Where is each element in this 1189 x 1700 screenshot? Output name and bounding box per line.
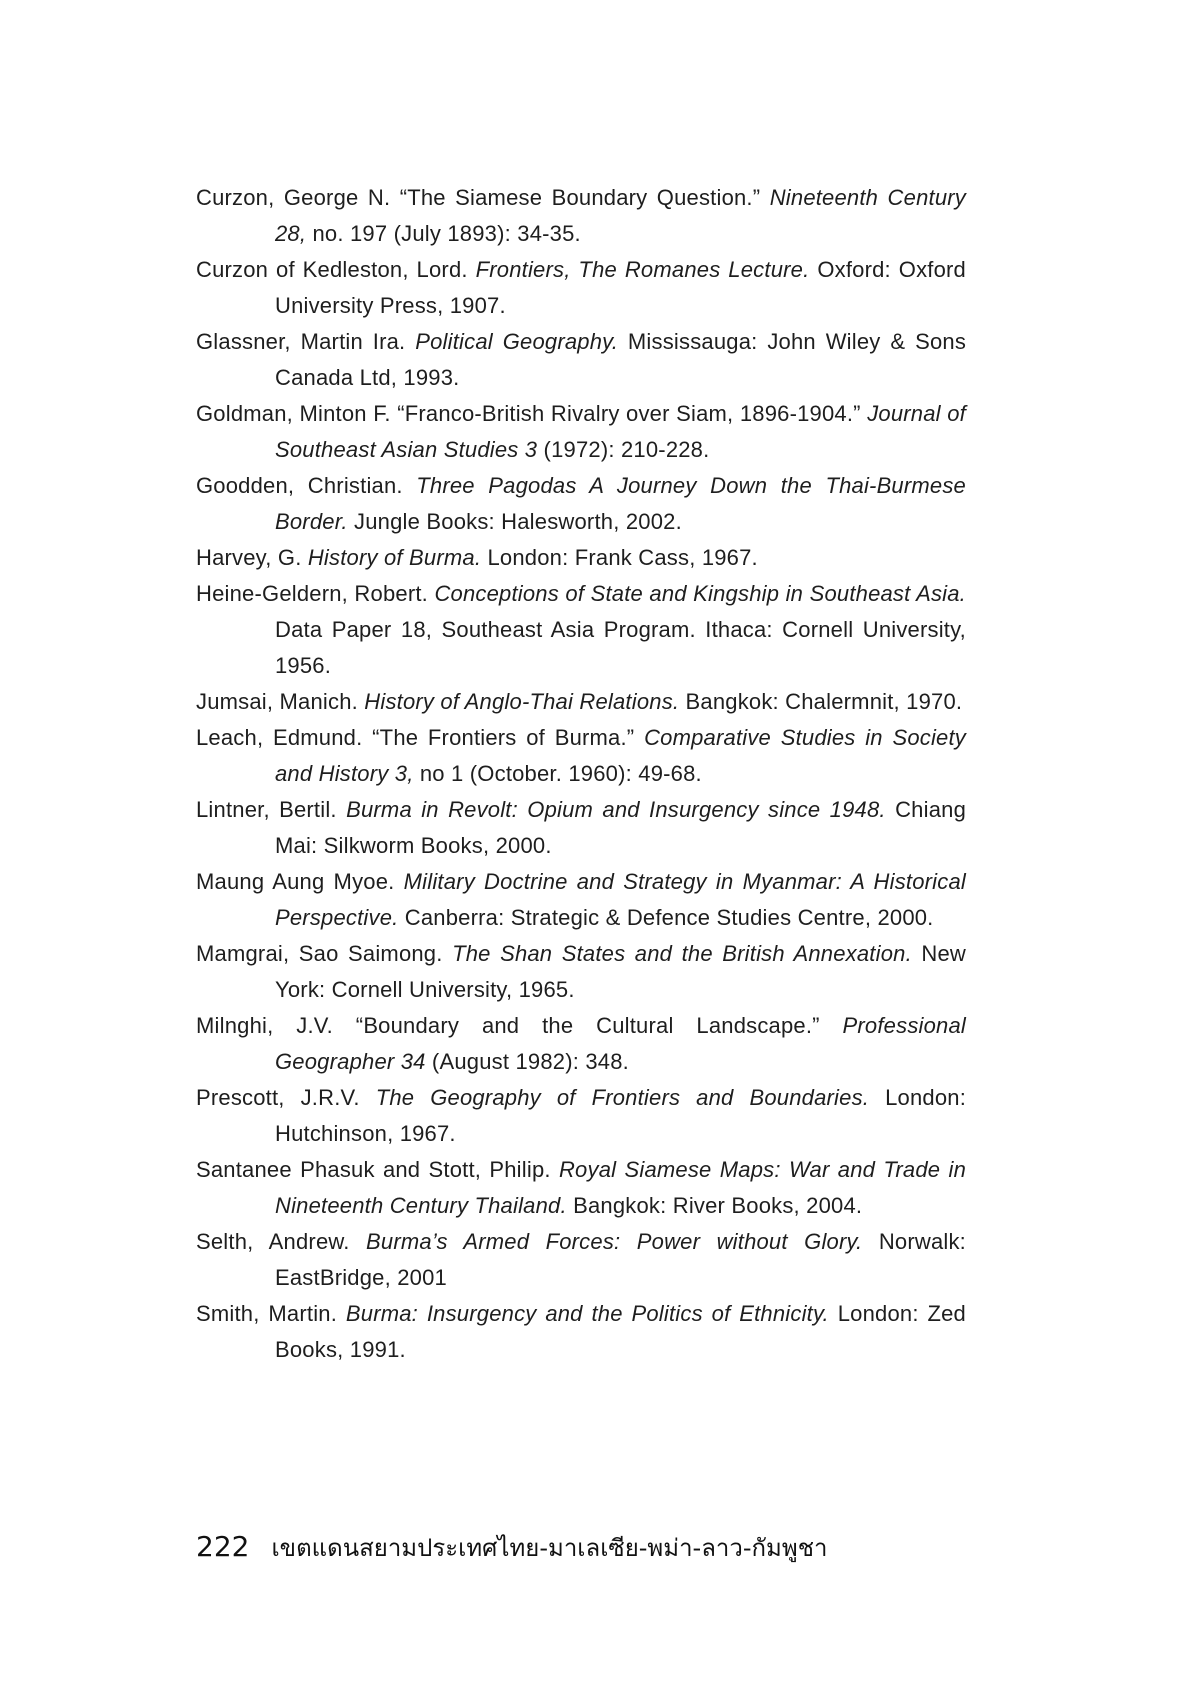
reference-entry	[196, 576, 966, 684]
reference-entry	[196, 684, 966, 720]
reference-title: Conceptions of State and Kingship in Southeast Asia.	[434, 581, 966, 606]
reference-text: Goodden, Christian.	[196, 473, 417, 498]
reference-title: Frontiers, The Romanes Lecture.	[475, 257, 810, 282]
reference-text: Mamgrai, Sao Saimong.	[196, 941, 453, 966]
reference-details: New York: Cornell University, 1965.	[275, 941, 966, 1002]
reference-details: Jungle Books: Halesworth, 2002.	[347, 509, 682, 534]
reference-details: London: Zed Books, 1991.	[275, 1301, 966, 1362]
reference-details: Mississauga: John Wiley & Sons Canada Ltd, 1993.	[275, 329, 967, 390]
reference-entry	[196, 324, 966, 396]
reference-title: The Shan States and the British Annexation.	[452, 941, 912, 966]
reference-title: Journal of Southeast Asian Studies 3	[275, 401, 966, 462]
reference-entry	[196, 720, 966, 792]
reference-entry	[196, 396, 966, 468]
reference-title: Burma: Insurgency and the Politics of Ethnicity.	[345, 1301, 829, 1326]
page-footer	[196, 1528, 996, 1568]
reference-details: no 1 (October. 1960): 49-68.	[413, 761, 702, 786]
reference-text: Milnghi, J.V. “Boundary and the Cultural Landscape.”	[196, 1013, 843, 1038]
reference-title: Nineteenth Century 28,	[275, 185, 966, 246]
reference-title: Professional Geographer 34	[275, 1013, 966, 1074]
reference-details: (August 1982): 348.	[425, 1049, 629, 1074]
reference-details: London: Hutchinson, 1967.	[275, 1085, 967, 1146]
reference-entry	[196, 1080, 966, 1152]
reference-entry	[196, 1008, 966, 1080]
reference-details: Norwalk: EastBridge, 2001	[275, 1229, 966, 1290]
reference-entry	[196, 1296, 966, 1368]
reference-title: Burma in Revolt: Opium and Insurgency since 1948.	[346, 797, 886, 822]
bibliography-list	[196, 180, 966, 1368]
reference-text: Maung Aung Myoe.	[196, 869, 404, 894]
reference-details: Bangkok: River Books, 2004.	[566, 1193, 863, 1218]
reference-text: Selth, Andrew.	[196, 1229, 367, 1254]
reference-details: Data Paper 18, Southeast Asia Program. Ithaca: Cornell University, 1956.	[275, 617, 966, 678]
reference-details: no. 197 (July 1893): 34-35.	[306, 221, 581, 246]
reference-title: The Geography of Frontiers and Boundaries.	[375, 1085, 870, 1110]
page-number: 222	[196, 1530, 250, 1563]
reference-details: London: Frank Cass, 1967.	[481, 545, 758, 570]
reference-title: Three Pagodas A Journey Down the Thai-Burmese Border.	[275, 473, 966, 534]
reference-details: Bangkok: Chalermnit, 1970.	[679, 689, 963, 714]
reference-entry	[196, 1224, 966, 1296]
reference-entry	[196, 468, 966, 540]
reference-text: Leach, Edmund. “The Frontiers of Burma.”	[196, 725, 645, 750]
reference-details: Canberra: Strategic & Defence Studies Centre, 2000.	[398, 905, 934, 930]
reference-entry	[196, 180, 966, 252]
reference-entry	[196, 540, 966, 576]
reference-details: Chiang Mai: Silkworm Books, 2000.	[275, 797, 967, 858]
running-title: เขตแดนสยามประเทศไทย-มาเลเซีย-พม่า-ลาว-กัมพูชา	[271, 1534, 828, 1562]
reference-entry	[196, 252, 966, 324]
reference-title: Burma’s Armed Forces: Power without Glory.	[366, 1229, 863, 1254]
reference-title: History of Burma.	[307, 545, 482, 570]
reference-text: Harvey, G.	[196, 545, 308, 570]
reference-text: Smith, Martin.	[196, 1301, 346, 1326]
reference-entry	[196, 936, 966, 1008]
reference-details: Oxford: Oxford University Press, 1907.	[275, 257, 966, 318]
reference-text: Goldman, Minton F. “Franco-British Rivalry over Siam, 1896-1904.”	[196, 401, 868, 426]
reference-entry	[196, 864, 966, 936]
reference-title: Military Doctrine and Strategy in Myanmar: A Historical Perspective.	[275, 869, 966, 930]
reference-text: Curzon, George N. “The Siamese Boundary Question.”	[196, 185, 770, 210]
reference-text: Heine-Geldern, Robert.	[196, 581, 435, 606]
reference-text: Santanee Phasuk and Stott, Philip.	[196, 1157, 559, 1182]
reference-title: Comparative Studies in Society and History 3,	[275, 725, 966, 786]
reference-entry	[196, 792, 966, 864]
reference-text: Glassner, Martin Ira.	[196, 329, 416, 354]
reference-title: Political Geography.	[415, 329, 619, 354]
reference-entry	[196, 1152, 966, 1224]
reference-details: (1972): 210-228.	[537, 437, 710, 462]
reference-text: Lintner, Bertil.	[196, 797, 347, 822]
reference-title: History of Anglo-Thai Relations.	[364, 689, 680, 714]
reference-text: Prescott, J.R.V.	[196, 1085, 376, 1110]
reference-title: Royal Siamese Maps: War and Trade in Nineteenth Century Thailand.	[275, 1157, 966, 1218]
reference-text: Curzon of Kedleston, Lord.	[196, 257, 476, 282]
reference-text: Jumsai, Manich.	[196, 689, 365, 714]
